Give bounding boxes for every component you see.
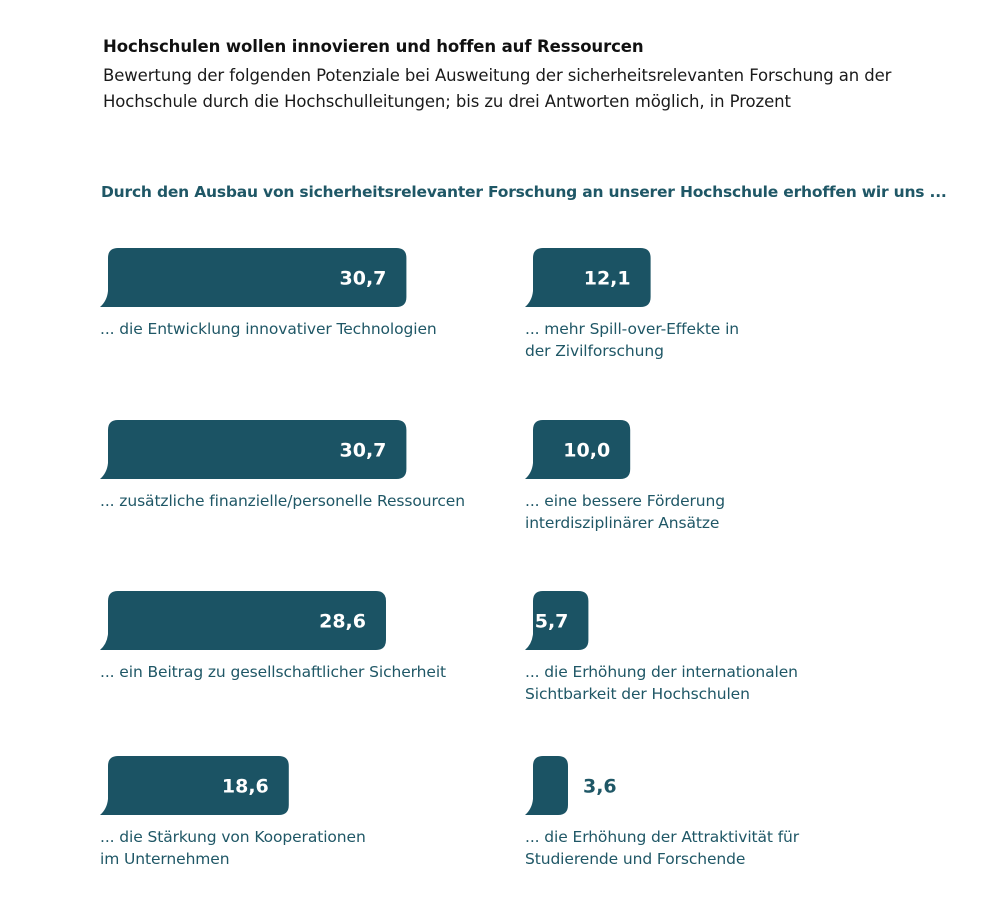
bar-value-label: 3,6 [582, 775, 617, 798]
bar-category-label: ... eine bessere Förderung interdisziplinärer Ansätze [525, 492, 725, 532]
chart-title: Hochschulen wollen innovieren und hoffen auf Ressourcen [103, 37, 644, 56]
bar-category-label: ... die Stärkung von Kooperationen im Unternehmen [100, 828, 366, 868]
bar-svg [525, 756, 638, 817]
bar-category-label: ... zusätzliche finanzielle/personelle Ressourcen [100, 492, 465, 510]
bar-category-label: ... ein Beitrag zu gesellschaftlicher Sicherheit [100, 663, 447, 681]
bar-svg [100, 248, 410, 309]
bar-value-label: 5,7 [534, 610, 569, 633]
bar-svg [525, 591, 592, 652]
bar-svg [100, 756, 293, 817]
bar-svg [525, 420, 634, 481]
bar-category-label: ... die Entwicklung innovativer Technologien [100, 320, 437, 338]
bar-value-label: 10,0 [563, 439, 611, 462]
chart-lead-text: Durch den Ausbau von sicherheitsrelevanter Forschung an unserer Hochschule erhoffen wir uns ... [101, 183, 947, 201]
bar [525, 756, 568, 815]
bar-value-label: 18,6 [221, 775, 269, 798]
bar-category-label: ... die Erhöhung der Attraktivität für Studierende und Forschende [525, 828, 800, 868]
bar-category-label: ... die Erhöhung der internationalen Sichtbarkeit der Hochschulen [525, 663, 798, 703]
bar-value-label: 12,1 [583, 267, 631, 290]
bar-svg [100, 591, 390, 652]
bar-svg [100, 420, 410, 481]
bar-value-label: 30,7 [339, 439, 387, 462]
bar-value-label: 28,6 [319, 610, 366, 633]
bar-category-label: ... mehr Spill-over-Effekte in der Zivilforschung [525, 320, 740, 360]
bar-svg [525, 248, 655, 309]
chart-subtitle: Bewertung der folgenden Potenziale bei Ausweitung der sicherheitsrelevanten Forschung an der Hochschule durch die Hochschulleitungen; bis zu drei Antworten möglich, in Prozent [103, 66, 892, 111]
bar-value-label: 30,7 [339, 267, 387, 290]
